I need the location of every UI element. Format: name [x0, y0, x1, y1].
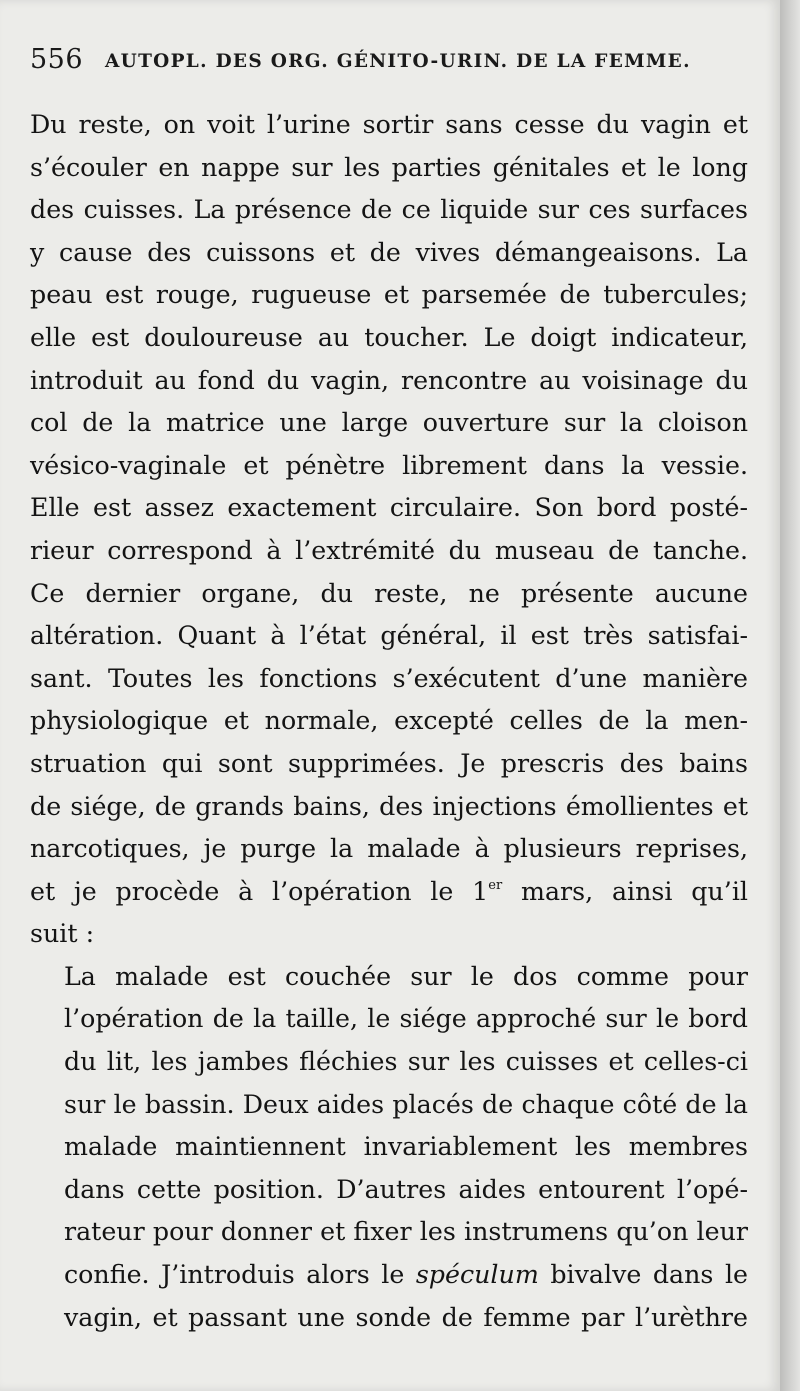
text-line: col de la matrice une large ouverture sur la cloison: [30, 408, 748, 438]
text-line: rieur correspond à l’extrémité du museau de tanche.: [30, 535, 748, 565]
text-fragment: confie. J’introduis alors le: [64, 1260, 416, 1290]
text-line: elle est douloureuse au toucher. Le doigt indicateur,: [30, 322, 748, 352]
text-line: La malade est couchée sur le dos comme pour: [64, 961, 748, 991]
text-line: [30, 1254, 748, 1297]
page-header: [30, 44, 750, 78]
text-line: dans cette position. D’autres aides entourent l’opé-: [64, 1174, 748, 1204]
body-text: [30, 104, 748, 1339]
text-fragment: et je procède à l’opération le 1: [30, 876, 489, 906]
text-line: Du reste, on voit l’urine sortir sans cesse du vagin et: [30, 110, 748, 139]
italic-term: spéculum: [415, 1260, 539, 1290]
text-line: du lit, les jambes fléchies sur les cuisses et celles-ci: [64, 1047, 748, 1077]
text-line: vagin, et passant une sonde de femme par l’urèthre: [64, 1302, 748, 1332]
running-head: AUTOPL. DES ORG. GÉNITO-URIN. DE LA FEMME.: [105, 51, 691, 72]
text-line: s’écouler en nappe sur les parties génitales et le long: [30, 152, 748, 182]
text-line: des cuisses. La présence de ce liquide sur ces surfaces: [30, 195, 748, 225]
text-fragment: bivalve dans le: [538, 1260, 749, 1290]
text-line: suit :: [30, 919, 95, 949]
text-line: vésico-vaginale et pénètre librement dans la vessie.: [30, 450, 748, 480]
text-line: Ce dernier organe, du reste, ne présente aucune: [30, 578, 748, 608]
text-line: rateur pour donner et fixer les instrumens qu’on leur: [64, 1217, 748, 1247]
text-line: l’opération de la taille, le siége approché sur le bord: [64, 1004, 748, 1034]
text-line: y cause des cuissons et de vives démangeaisons. La: [30, 237, 748, 267]
text-fragment: mars, ainsi qu’il: [502, 876, 749, 906]
text-line: de siége, de grands bains, des injections émollientes et: [30, 791, 748, 821]
text-line: altération. Quant à l’état général, il est très satisfai-: [30, 621, 748, 651]
text-line: sur le bassin. Deux aides placés de chaque côté de la: [64, 1089, 748, 1119]
text-line: [30, 871, 748, 914]
page-gutter: [780, 0, 800, 1391]
text-line: Elle est assez exactement circulaire. Son bord posté-: [30, 493, 748, 523]
text-line: narcotiques, je purge la malade à plusieurs reprises,: [30, 834, 748, 864]
text-line: malade maintiennent invariablement les membres: [64, 1132, 748, 1162]
text-line: peau est rouge, rugueuse et parsemée de tubercules;: [30, 280, 748, 310]
page-number: 556: [30, 44, 84, 75]
text-line: sant. Toutes les fonctions s’exécutent d’une manière: [30, 663, 748, 693]
text-line: struation qui sont supprimées. Je prescris des bains: [30, 748, 748, 778]
text-line: physiologique et normale, excepté celles de la men-: [30, 706, 748, 736]
ordinal-superscript: er: [488, 877, 503, 893]
paragraph-2: [30, 956, 748, 1339]
text-line: introduit au fond du vagin, rencontre au voisinage du: [30, 365, 748, 395]
paragraph-1: [30, 104, 748, 956]
